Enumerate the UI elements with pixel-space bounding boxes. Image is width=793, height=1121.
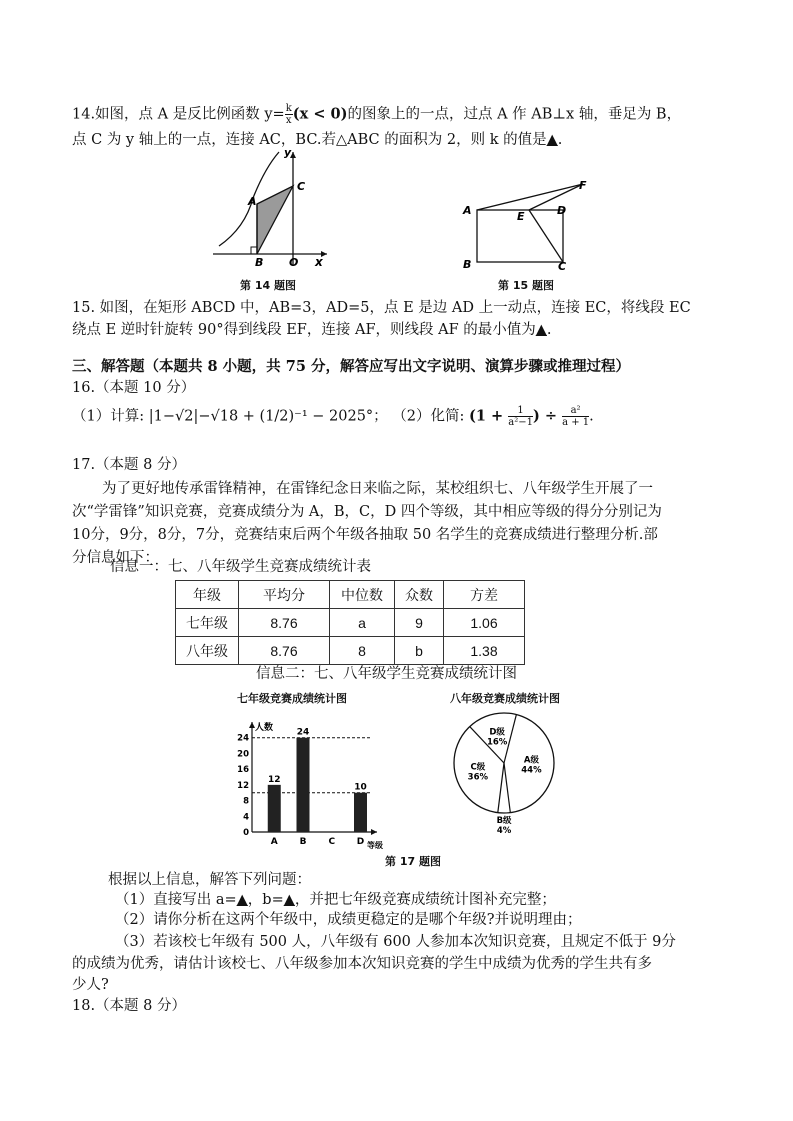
- fig14-label-o: O: [289, 256, 299, 269]
- q18-title: 18.（本题 8 分）: [72, 998, 187, 1014]
- q16-part2-end: .: [589, 408, 594, 425]
- figure-15: [455, 172, 595, 272]
- table-row: [176, 609, 525, 637]
- q15-line1: 15. 如图，在矩形 ABCD 中，AB=3，AD=5，点 E 是边 AD 上一动点，连接 EC，将线段 EC: [72, 300, 691, 316]
- pie-chart: [446, 705, 566, 836]
- table-cell: 七年级: [176, 609, 239, 637]
- table-header: 平均分: [239, 581, 330, 609]
- q17-sub1-c: ，并把七年级竞赛成绩统计图补充完整；: [294, 892, 556, 908]
- bar-data-label: 12: [267, 774, 281, 785]
- fig14-label-y: y: [284, 146, 292, 159]
- q14-line2: [72, 130, 562, 150]
- bar-chart-title: 七年级竞赛成绩统计图: [237, 692, 347, 705]
- q15-end: .: [546, 322, 552, 338]
- segment-af: [477, 184, 583, 210]
- q15-line2-text: 绕点 E 逆时针旋转 90°得到线段 EF，连接 AF，则线段 AF 的最小值为: [72, 322, 536, 338]
- q17-sub3-2: 的成绩为优秀，请估计该校七、八年级参加本次知识竞赛的学生中成绩为优秀的学生共有多: [72, 956, 652, 972]
- q17-blank-b: ▲: [283, 891, 295, 908]
- fig15-label-e: E: [517, 210, 525, 223]
- fig14-label-a: A: [248, 195, 257, 208]
- table-cell: 1.06: [444, 609, 525, 637]
- q16-parts: [72, 405, 594, 428]
- q16-title: 16.（本题 10 分）: [72, 380, 196, 396]
- bar-x-tick-label: C: [328, 837, 336, 847]
- bar-chart: [228, 712, 388, 850]
- table-header: 年级: [176, 581, 239, 609]
- q14-line2-text: 点 C 为 y 轴上的一点，连接 AC，BC.若△ABC 的面积为 2，则 k 的值是: [72, 132, 547, 148]
- fig15-caption: 第 15 题图: [498, 279, 554, 292]
- q14-frac-num: k: [285, 103, 292, 114]
- q16-frac2-den: a + 1: [562, 417, 590, 428]
- bar-y-tick-label: 16: [237, 765, 249, 776]
- q16-frac1-num: 1: [508, 405, 533, 417]
- pie-slice-label: C级: [470, 762, 486, 773]
- fig15-label-d: D: [557, 204, 567, 217]
- table-cell: 8: [330, 637, 395, 665]
- q14-end: .: [557, 132, 563, 148]
- bar: [268, 785, 281, 832]
- bar-y-tick-label: 4: [243, 812, 249, 823]
- bar-y-tick-label: 0: [243, 828, 249, 838]
- q17-sub3-3: 少人?: [72, 977, 109, 993]
- fig14-caption: 第 14 题图: [240, 279, 296, 292]
- bar-x-tick-label: B: [299, 837, 307, 847]
- bar: [354, 793, 367, 832]
- q14-answer-blank: ▲: [546, 131, 558, 148]
- bar-y-tick-label: 24: [237, 733, 249, 744]
- bar: [297, 738, 310, 832]
- q17-para2: 次“学雷锋”知识竞赛，竞赛成绩分为 A，B，C，D 四个等级，其中相应等级的得分分别记为: [72, 504, 662, 520]
- bar-x-tick-label: D: [356, 837, 365, 847]
- pie-slice-percent: 44%: [521, 765, 542, 776]
- q17-info1: 信息一：七、八年级学生竞赛成绩统计表: [110, 559, 371, 575]
- table-cell: 八年级: [176, 637, 239, 665]
- fig15-label-c: C: [558, 260, 567, 273]
- fig17-caption: 第 17 题图: [385, 855, 441, 868]
- table-cell: 1.38: [444, 637, 525, 665]
- bar-x-tick-label: A: [270, 837, 278, 847]
- fig15-label-a: A: [463, 204, 472, 217]
- fig14-label-b: B: [255, 256, 264, 269]
- q16-part2-div: ) ÷: [532, 407, 563, 425]
- fig14-label-x: x: [315, 255, 323, 269]
- bar-x-label: 等级: [367, 841, 383, 850]
- bar-y-label: 人数: [255, 723, 274, 733]
- q15-answer-blank: ▲: [535, 321, 547, 338]
- triangle-abc: [257, 186, 293, 254]
- table-cell: a: [330, 609, 395, 637]
- table-header: 众数: [395, 581, 444, 609]
- q17-sub2: （2）请你分析在这两个年级中，成绩更稳定的是哪个年级?并说明理由；: [115, 912, 582, 928]
- q17-para4: 分信息如下：: [72, 550, 159, 566]
- q16-frac1: [508, 405, 533, 428]
- q16-part2-open: (1 +: [469, 407, 509, 425]
- q17-info2: 信息二：七、八年级学生竞赛成绩统计图: [256, 666, 517, 682]
- right-angle-mark: [251, 247, 257, 254]
- figure-14: [205, 148, 335, 268]
- q17-sub1: [115, 890, 556, 910]
- q14-text1: 14.如图，点 A 是反比例函数 y=: [72, 106, 285, 123]
- fig15-label-f: F: [579, 179, 587, 192]
- pie-chart-title: 八年级竞赛成绩统计图: [450, 692, 560, 705]
- q17-sub1-a: （1）直接写出 a=: [115, 892, 237, 908]
- pie-slice-label: A级: [523, 755, 539, 766]
- bar-data-label: 10: [354, 782, 367, 793]
- bar-y-tick-label: 12: [237, 780, 249, 791]
- pie-slice-label: B级: [496, 815, 512, 826]
- fig14-label-c: C: [297, 180, 306, 193]
- pie-slice-percent: 16%: [486, 737, 508, 748]
- q16-frac2: [562, 405, 589, 428]
- q16-frac1-den: a²−1: [508, 417, 533, 428]
- segment-ef: [529, 184, 583, 210]
- bar-y-tick-label: 8: [243, 796, 249, 807]
- pie-slice-percent: 4%: [496, 825, 512, 836]
- table-header: 方差: [444, 581, 525, 609]
- table-header-row: [176, 581, 525, 609]
- segment-ec: [529, 210, 563, 262]
- table-header: 中位数: [330, 581, 395, 609]
- q17-sub1-b: ，b=: [247, 892, 284, 908]
- q17-para1: 为了更好地传承雷锋精神，在雷锋纪念日来临之际，某校组织七、八年级学生开展了一: [102, 481, 653, 497]
- q14-frac-den: x: [285, 115, 292, 126]
- q17-after: 根据以上信息，解答下列问题：: [108, 872, 311, 888]
- bar-y-tick-label: 20: [237, 749, 249, 760]
- q17-sub3-1: （3）若该校七年级有 500 人，八年级有 600 人参加本次知识竞赛，且规定不低于 9分: [115, 934, 676, 950]
- q17-blank-a: ▲: [236, 891, 248, 908]
- pie-slice-percent: 36%: [467, 772, 489, 783]
- q14-text2: 的图象上的一点，过点 A 作 AB⊥x 轴，垂足为 B，: [347, 106, 682, 123]
- q15-line2: [72, 320, 552, 340]
- bar-data-label: 24: [296, 727, 310, 738]
- table-cell: 9: [395, 609, 444, 637]
- q14-line1: [72, 103, 681, 126]
- section-3-title: 三、解答题（本题共 8 小题，共 75 分，解答应写出文字说明、演算步骤或推理过程）: [72, 358, 630, 375]
- pie-slice-label: D级: [489, 727, 505, 738]
- bar-x-axis-arrow: [371, 829, 377, 835]
- q14-cond: (x < 0): [292, 105, 348, 123]
- table-row: [176, 637, 525, 665]
- stats-table: [175, 580, 525, 665]
- fig15-label-b: B: [463, 258, 472, 271]
- q17-para3: 10分，9分，8分，7分，竞赛结束后两个年级各抽取 50 名学生的竞赛成绩进行整理分析.部: [72, 527, 658, 543]
- table-cell: b: [395, 637, 444, 665]
- q16-frac2-num: a²: [562, 405, 589, 417]
- table-cell: 8.76: [239, 637, 330, 665]
- table-cell: 8.76: [239, 609, 330, 637]
- q16-part1: （1）计算: |1−√2|−√18 + (1/2)⁻¹ − 2025°；: [72, 408, 388, 425]
- q14-fraction: [285, 103, 293, 126]
- q16-part2-label: （2）化简:: [392, 408, 465, 425]
- q17-title: 17.（本题 8 分）: [72, 457, 187, 473]
